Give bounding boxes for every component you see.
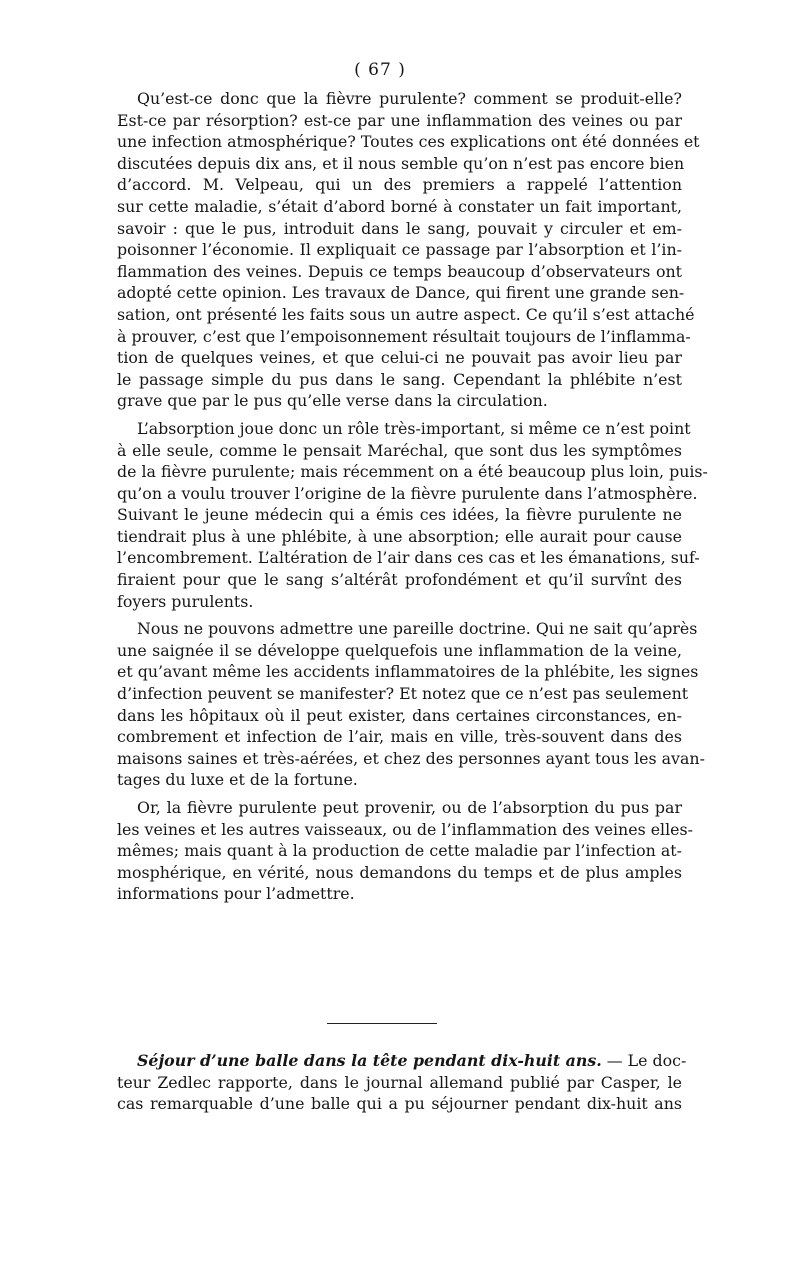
text-line: l’encombrement. L’altération de l’air dans ces cas et les émanations, suf- xyxy=(117,548,700,568)
text-line: informations pour l’admettre. xyxy=(117,884,355,904)
text-line: Qu’est-ce donc que la fièvre purulente? comment se produit-elle? xyxy=(137,89,682,108)
text-line: à prouver, c’est que l’empoisonnement résultait toujours de l’inflamma- xyxy=(117,326,691,346)
text-line: le passage simple du pus dans le sang. Cependant la phlébite n’est xyxy=(117,369,682,389)
page-number: ( 67 ) xyxy=(354,60,406,80)
text-line: d’infection peuvent se manifester? Et notez que ce n’est pas seulement xyxy=(117,684,689,704)
text-line: savoir : que le pus, introduit dans le sang, pouvait y circuler et em- xyxy=(117,218,682,238)
text-line: dans les hôpitaux où il peut exister, dans certaines circonstances, en- xyxy=(117,705,682,725)
text-line: L’absorption joue donc un rôle très-important, si même ce n’est point xyxy=(137,418,691,438)
text-line: une infection atmosphérique? Toutes ces explications ont été données et xyxy=(117,132,700,152)
paragraph xyxy=(117,88,700,412)
text-line: Or, la fièvre purulente peut provenir, ou de l’absorption du pus par xyxy=(137,798,682,817)
text-line: tiendrait plus à une phlébite, à une absorption; elle aurait pour cause xyxy=(117,526,682,546)
text-line: les veines et les autres vaisseaux, ou de l’inflammation des veines elles- xyxy=(117,819,693,839)
text-line: discutées depuis dix ans, et il nous semble qu’on n’est pas encore bien xyxy=(117,153,685,173)
text-line: sur cette maladie, s’était d’abord borné à constater un fait important, xyxy=(117,196,682,216)
text-line: une saignée il se développe quelquefois une inflammation de la veine, xyxy=(117,640,682,660)
text-line: qu’on a voulu trouver l’origine de la fièvre purulente dans l’atmosphère. xyxy=(117,483,698,503)
text-line: Est-ce par résorption? est-ce par une inflammation des veines ou par xyxy=(117,110,682,130)
text-line: grave que par le pus qu’elle verse dans la circulation. xyxy=(117,391,548,411)
text-line: flammation des veines. Depuis ce temps beaucoup d’observateurs ont xyxy=(117,261,682,281)
section-divider xyxy=(327,1023,437,1024)
text-line: à elle seule, comme le pensait Maréchal, que sont dus les symptômes xyxy=(117,440,682,460)
section-title-continuation: — Le doc- xyxy=(601,1051,687,1070)
text-line: de la fièvre purulente; mais récemment on a été beaucoup plus loin, puis- xyxy=(117,462,708,482)
text-line: sation, ont présenté les faits sous un autre aspect. Ce qu’il s’est attaché xyxy=(117,304,695,324)
section-sejour-balle xyxy=(117,1050,687,1115)
body-text xyxy=(117,88,708,905)
text-line: poisonner l’économie. Il expliquait ce passage par l’absorption et l’in- xyxy=(117,240,682,260)
text-line: et qu’avant même les accidents inflammatoires de la phlébite, les signes xyxy=(117,662,699,682)
text-line: mosphérique, en vérité, nous demandons du temps et de plus amples xyxy=(117,862,682,882)
text-line: tion de quelques veines, et que celui-ci ne pouvait pas avoir lieu par xyxy=(117,348,682,368)
text-line: Suivant le jeune médecin qui a émis ces idées, la fièvre purulente ne xyxy=(117,505,682,525)
paragraph xyxy=(117,618,705,791)
text-line: tages du luxe et de la fortune. xyxy=(117,770,358,790)
text-line: adopté cette opinion. Les travaux de Dance, qui firent une grande sen- xyxy=(117,283,685,303)
text-line: combrement et infection de l’air, mais en ville, très-souvent dans des xyxy=(117,727,682,747)
text-line: maisons saines et très-aérées, et chez des personnes ayant tous les avan- xyxy=(117,748,705,768)
section-line: cas remarquable d’une balle qui a pu séjourner pendant dix-huit ans xyxy=(117,1094,682,1114)
paragraph xyxy=(117,418,708,612)
text-line: Nous ne pouvons admettre une pareille doctrine. Qui ne sait qu’après xyxy=(137,619,698,639)
section-title: Séjour d’une balle dans la tête pendant dix-huit ans. xyxy=(137,1051,602,1070)
text-line: d’accord. M. Velpeau, qui un des premiers a rappelé l’attention xyxy=(117,175,682,195)
text-line: foyers purulents. xyxy=(117,591,254,611)
paragraph xyxy=(117,797,693,905)
text-line: mêmes; mais quant à la production de cette maladie par l’infection at- xyxy=(117,841,682,861)
section-first-line xyxy=(117,1050,687,1072)
text-line: firaient pour que le sang s’altérât profondément et qu’il survînt des xyxy=(117,570,682,590)
section-line: teur Zedlec rapporte, dans le journal allemand publié par Casper, le xyxy=(117,1072,682,1092)
